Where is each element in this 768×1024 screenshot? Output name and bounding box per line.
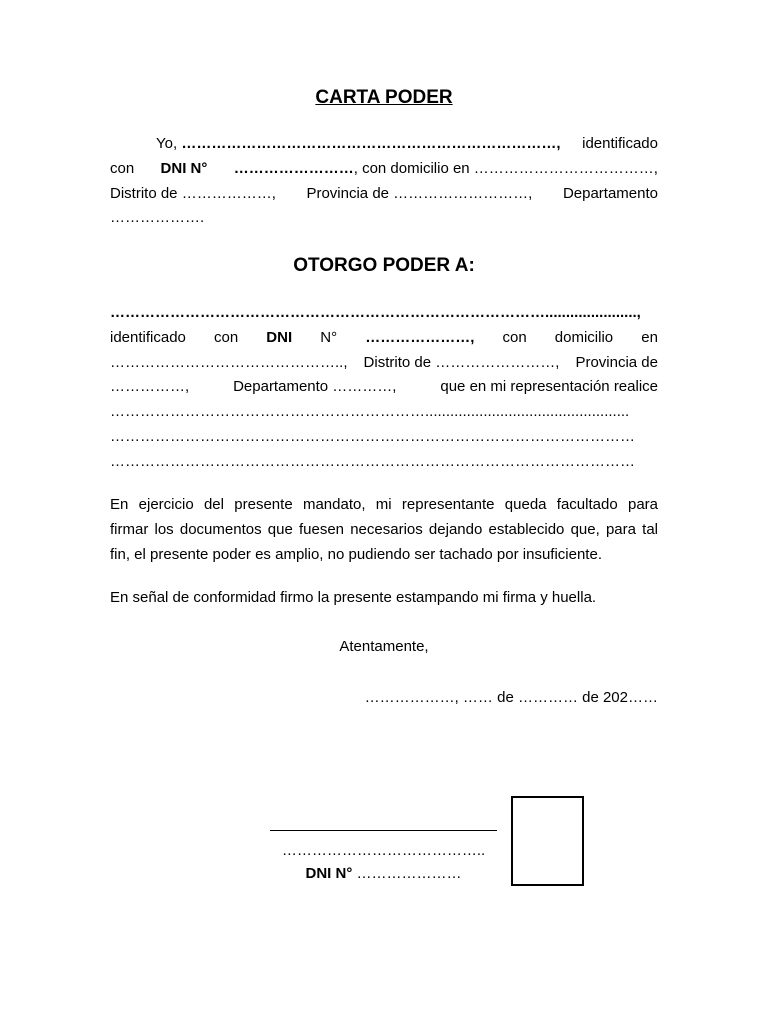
attorney-identificado-text: identificado [110, 328, 186, 346]
attorney-distrito-text: Distrito de ……………………, [363, 353, 560, 371]
date-line: ………………, …… de ………… de 202…… [364, 689, 658, 706]
attorney-line-3 [110, 351, 658, 376]
grantor-name-blank: …………………………………………………………………, [181, 135, 561, 152]
conformity-paragraph: En señal de conformidad firmo la presente estampando mi firma y huella. [110, 589, 597, 606]
signature-line [270, 830, 497, 831]
grantor-dni-blank: …………………… [233, 159, 354, 177]
document-title: CARTA PODER [315, 87, 453, 108]
attorney-departamento-text: Departamento …………, [233, 378, 397, 396]
attorney-blank-line-1: ………………………………………………………................................................. [110, 403, 630, 421]
attorney-paragraph [110, 301, 658, 475]
attorney-blank-line-2: …………………………………………………………………………………………… [110, 427, 635, 445]
mandate-line-2: firmar los documentos que fuesen necesarios dejando establecido que, para tal [110, 520, 658, 538]
signature-name-blank: ………………………………….. [281, 842, 486, 859]
grantor-departamento-blank: ………………. [110, 209, 205, 227]
grantor-domicilio-text: , con domicilio en ………………………………, [353, 159, 658, 177]
con-text: con [110, 159, 135, 177]
grantor-line-1 [110, 132, 658, 157]
closing-text: Atentamente, [339, 638, 429, 655]
grantor-distrito-text: Distrito de ………………, [110, 184, 276, 202]
attorney-dni-blank: …………………, [365, 328, 475, 346]
attorney-con2-text: con [502, 328, 527, 346]
attorney-dni-symbol: N° [320, 328, 338, 346]
fingerprint-box [511, 796, 584, 886]
attorney-address-blank: ……………………………………….., [110, 353, 348, 371]
grantor-dni-label: DNI N° [160, 159, 208, 177]
mandate-paragraph [110, 493, 658, 567]
attorney-provincia-text: Provincia de [575, 353, 658, 371]
section-heading: OTORGO PODER A: [293, 255, 475, 276]
attorney-name-blank: ……………………………………………………………………………......................, [110, 304, 641, 321]
attorney-domicilio-text: domicilio [554, 328, 614, 346]
attorney-con-text: con [214, 328, 239, 346]
grantor-line-2 [110, 157, 658, 182]
mandate-line-1: En ejercicio del presente mandato, mi representante queda facultado para [110, 496, 658, 513]
grantor-paragraph [110, 132, 658, 231]
attorney-provincia-blank: ……………, [110, 378, 190, 396]
attorney-blank-line-3: …………………………………………………………………………………………… [110, 452, 635, 470]
signature-dni-blank: ………………… [356, 865, 462, 882]
mandate-line-3: fin, el presente poder es amplio, no pudiendo ser tachado por insuficiente. [110, 545, 602, 563]
signature-dni-label: DNI N° [305, 865, 353, 882]
yo-text: Yo, [156, 135, 178, 152]
attorney-line-4 [110, 375, 658, 400]
grantor-departamento-text: Departamento [562, 184, 658, 202]
signature-dni [270, 863, 497, 885]
attorney-representation-text: que en mi representación realice [440, 378, 658, 396]
grantor-line-3 [110, 182, 658, 207]
attorney-dni-label: DNI [266, 328, 293, 346]
attorney-line-2 [110, 326, 658, 351]
attorney-en-text: en [641, 328, 658, 346]
identificado-text: identificado [582, 135, 658, 152]
grantor-provincia-text: Provincia de ………………………, [306, 184, 533, 202]
